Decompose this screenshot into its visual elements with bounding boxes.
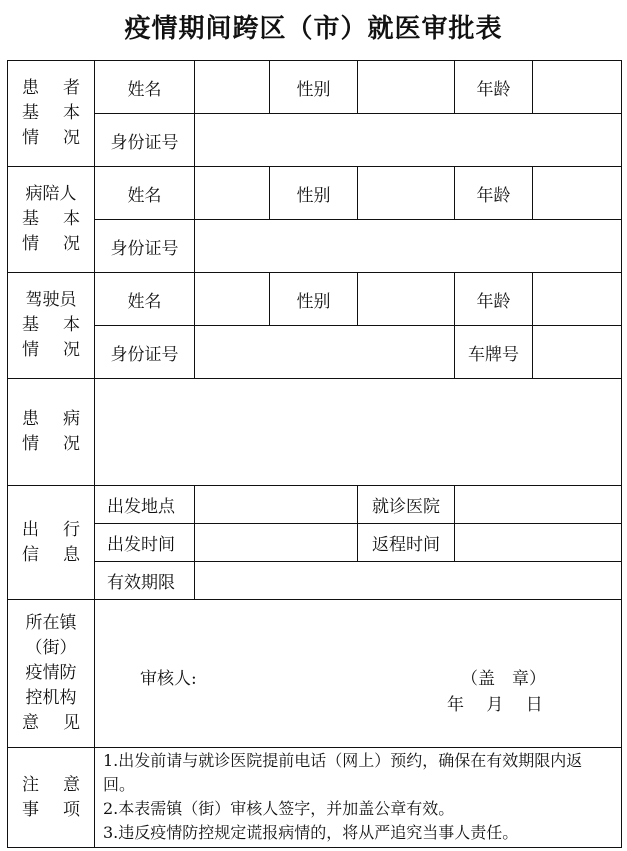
section-label-text: 事 xyxy=(22,799,39,820)
section-label-text: 情 xyxy=(22,234,39,254)
driver-id-label: 身份证号 xyxy=(95,326,195,379)
companion-id-label: 身份证号 xyxy=(95,220,195,273)
approval-form-table xyxy=(7,60,622,848)
patient-gender-label: 性别 xyxy=(270,61,358,114)
note-item: 3.违反疫情防控规定谎报病情的，将从严追究当事人责任。 xyxy=(103,823,519,842)
driver-name-label: 姓名 xyxy=(95,273,195,326)
section-label-line xyxy=(8,338,94,363)
section-label-text: 行 xyxy=(63,519,80,540)
return-time-field[interactable] xyxy=(455,524,622,562)
section-label-text: 况 xyxy=(63,434,80,454)
notes-list xyxy=(95,748,622,848)
section-label-text: 病陪人 xyxy=(25,184,77,204)
driver-gender-field[interactable] xyxy=(358,273,455,326)
companion-name-label: 姓名 xyxy=(95,167,195,220)
section-label-text: 本 xyxy=(63,209,80,229)
section-label-text: 患 xyxy=(22,78,39,98)
hospital-field[interactable] xyxy=(455,486,622,524)
travel-section-label xyxy=(8,486,95,600)
driver-age-label: 年龄 xyxy=(455,273,533,326)
driver-section-label xyxy=(8,273,95,379)
date-label: 年 月 日 xyxy=(447,695,543,715)
section-label-text: 项 xyxy=(63,799,80,820)
note-item: 1.出发前请与就诊医院提前电话（网上）预约，确保在有效期限内返回。 xyxy=(103,751,583,794)
driver-age-field[interactable] xyxy=(533,273,622,326)
section-label-text: 况 xyxy=(63,128,80,148)
companion-age-field[interactable] xyxy=(533,167,622,220)
patient-age-label: 年龄 xyxy=(455,61,533,114)
patient-age-field[interactable] xyxy=(533,61,622,114)
driver-plate-label: 车牌号 xyxy=(455,326,533,379)
section-label-text: 本 xyxy=(63,103,80,123)
driver-id-field[interactable] xyxy=(195,326,455,379)
validity-label: 有效期限 xyxy=(95,562,195,600)
section-label-text: 意 xyxy=(63,774,80,795)
section-label-line xyxy=(8,76,94,101)
section-label-line xyxy=(8,182,94,207)
section-label-line xyxy=(8,313,94,338)
form-title: 疫情期间跨区（市）就医审批表 xyxy=(124,14,503,44)
section-label-text: 情 xyxy=(22,340,39,360)
section-label-text: 情 xyxy=(22,434,39,454)
section-label-text: 控机构 xyxy=(25,688,77,708)
condition-field[interactable] xyxy=(95,379,622,486)
section-label-line xyxy=(8,611,94,636)
section-label-line xyxy=(8,711,94,736)
section-label-line xyxy=(8,288,94,313)
section-label-line xyxy=(8,686,94,711)
companion-section-label xyxy=(8,167,95,273)
companion-age-label: 年龄 xyxy=(455,167,533,220)
section-label-text: 基 xyxy=(22,209,39,229)
patient-id-label: 身份证号 xyxy=(95,114,195,167)
note-item: 2.本表需镇（街）审核人签字，并加盖公章有效。 xyxy=(103,799,455,818)
section-label-line xyxy=(8,407,94,432)
depart-time-label: 出发时间 xyxy=(95,524,195,562)
section-label-line xyxy=(8,773,94,798)
patient-name-field[interactable] xyxy=(195,61,270,114)
notes-section-label xyxy=(8,748,95,848)
section-label-line xyxy=(8,518,94,543)
section-label-line xyxy=(8,232,94,257)
section-label-line xyxy=(8,661,94,686)
section-label-text: 见 xyxy=(63,713,80,733)
section-label-text: 基 xyxy=(22,315,39,335)
reviewer-label: 审核人: xyxy=(140,669,197,689)
companion-gender-field[interactable] xyxy=(358,167,455,220)
origin-field[interactable] xyxy=(195,486,358,524)
companion-id-field[interactable] xyxy=(195,220,622,273)
patient-name-label: 姓名 xyxy=(95,61,195,114)
companion-name-field[interactable] xyxy=(195,167,270,220)
hospital-label: 就诊医院 xyxy=(358,486,455,524)
section-label-text: 本 xyxy=(63,315,80,335)
seal-label: （盖 章） xyxy=(461,669,546,689)
patient-gender-field[interactable] xyxy=(358,61,455,114)
driver-gender-label: 性别 xyxy=(270,273,358,326)
section-label-text: 患 xyxy=(22,409,39,429)
validity-field[interactable] xyxy=(195,562,622,600)
origin-label: 出发地点 xyxy=(95,486,195,524)
driver-name-field[interactable] xyxy=(195,273,270,326)
section-label-line xyxy=(8,798,94,823)
section-label-text: 信 xyxy=(22,544,39,565)
section-label-text: 况 xyxy=(63,340,80,360)
section-label-text: 息 xyxy=(63,544,80,565)
patient-section-label xyxy=(8,61,95,167)
patient-id-field[interactable] xyxy=(195,114,622,167)
section-label-text: 意 xyxy=(22,713,39,733)
section-label-text: 疫情防 xyxy=(25,663,77,683)
section-label-line xyxy=(8,207,94,232)
section-label-text: （街） xyxy=(25,638,77,658)
companion-gender-label: 性别 xyxy=(270,167,358,220)
section-label-text: 者 xyxy=(63,78,80,98)
condition-section-label xyxy=(8,379,95,486)
section-label-text: 驾驶员 xyxy=(25,290,77,310)
section-label-line xyxy=(8,126,94,151)
section-label-text: 况 xyxy=(63,234,80,254)
depart-time-field[interactable] xyxy=(195,524,358,562)
review-section-label xyxy=(8,600,95,748)
section-label-line xyxy=(8,543,94,568)
section-label-text: 出 xyxy=(22,519,39,540)
return-time-label: 返程时间 xyxy=(358,524,455,562)
section-label-line xyxy=(8,101,94,126)
section-label-text: 注 xyxy=(22,774,39,795)
section-label-text: 基 xyxy=(22,103,39,123)
section-label-text: 病 xyxy=(63,409,80,429)
section-label-text: 所在镇 xyxy=(25,613,77,633)
review-opinion-area[interactable] xyxy=(95,600,622,748)
section-label-line xyxy=(8,636,94,661)
driver-plate-field[interactable] xyxy=(533,326,622,379)
section-label-line xyxy=(8,432,94,457)
section-label-text: 情 xyxy=(22,128,39,148)
